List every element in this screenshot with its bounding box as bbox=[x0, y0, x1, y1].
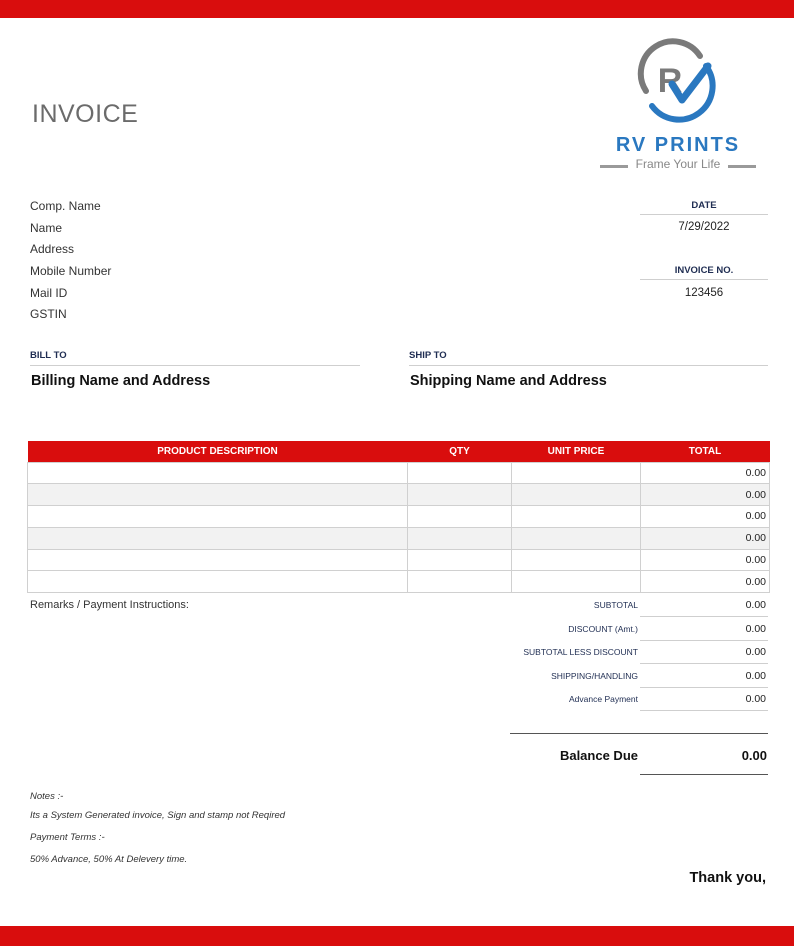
company-details bbox=[30, 198, 111, 328]
remarks-label: Remarks / Payment Instructions: bbox=[30, 599, 189, 611]
subtotal-less-discount-value: 0.00 bbox=[745, 646, 766, 658]
top-accent-bar bbox=[0, 0, 794, 18]
invoice-no-label: INVOICE NO. bbox=[640, 265, 768, 280]
unit-price-cell[interactable] bbox=[512, 527, 641, 549]
advance-payment-value: 0.00 bbox=[745, 693, 766, 705]
advance-payment-label: Advance Payment bbox=[569, 694, 638, 704]
table-row bbox=[28, 484, 770, 506]
qty-cell[interactable] bbox=[408, 527, 512, 549]
invoice-no-value: 123456 bbox=[684, 287, 724, 299]
company-logo bbox=[594, 38, 762, 178]
logo-emblem-icon bbox=[634, 38, 720, 124]
balance-due-label: Balance Due bbox=[559, 748, 638, 763]
total-cell: 0.00 bbox=[641, 484, 770, 506]
total-cell: 0.00 bbox=[641, 506, 770, 528]
mobile-line: Mobile Number bbox=[30, 264, 112, 279]
ship-to-value: Shipping Name and Address bbox=[410, 373, 607, 389]
summary-divider bbox=[640, 616, 768, 617]
mail-line: Mail ID bbox=[30, 285, 68, 300]
payment-terms-label: Payment Terms :- bbox=[30, 832, 105, 843]
table-row bbox=[28, 527, 770, 549]
company-name-line: Comp. Name bbox=[30, 199, 101, 213]
bill-to-label: BILL TO bbox=[30, 350, 360, 366]
table-header-row bbox=[28, 441, 770, 462]
total-cell: 0.00 bbox=[641, 462, 770, 484]
balance-underline bbox=[640, 774, 768, 775]
notes-label: Notes :- bbox=[30, 791, 64, 802]
description-cell[interactable] bbox=[28, 527, 408, 549]
discount-label: DISCOUNT (Amt.) bbox=[568, 624, 638, 634]
description-cell[interactable] bbox=[28, 462, 408, 484]
description-cell[interactable] bbox=[28, 549, 408, 571]
description-cell[interactable] bbox=[28, 571, 408, 593]
qty-cell[interactable] bbox=[408, 506, 512, 528]
summary-divider bbox=[640, 663, 768, 664]
summary-divider bbox=[640, 687, 768, 688]
qty-cell[interactable] bbox=[408, 484, 512, 506]
logo-tagline: Frame Your Life bbox=[635, 157, 721, 171]
col-header-total: TOTAL bbox=[641, 441, 770, 462]
tagline-rule-right bbox=[728, 165, 756, 168]
col-header-qty: QTY bbox=[408, 441, 512, 462]
date-label: DATE bbox=[640, 200, 768, 215]
table-row bbox=[28, 506, 770, 528]
notes-text: Its a System Generated invoice, Sign and stamp not Reqired bbox=[30, 810, 286, 821]
contact-name-line: Name bbox=[30, 220, 63, 235]
date-value: 7/29/2022 bbox=[678, 221, 730, 233]
closing-text: Thank you, bbox=[689, 870, 766, 886]
balance-due-value: 0.00 bbox=[741, 748, 767, 763]
description-cell[interactable] bbox=[28, 484, 408, 506]
unit-price-cell[interactable] bbox=[512, 571, 641, 593]
balance-rule bbox=[510, 733, 768, 734]
address-line: Address bbox=[30, 242, 75, 257]
payment-terms-text: 50% Advance, 50% At Delevery time. bbox=[30, 854, 188, 865]
page-title: INVOICE bbox=[32, 100, 139, 128]
qty-cell[interactable] bbox=[408, 549, 512, 571]
total-cell: 0.00 bbox=[641, 549, 770, 571]
unit-price-cell[interactable] bbox=[512, 506, 641, 528]
subtotal-label: SUBTOTAL bbox=[593, 600, 638, 610]
ship-to-label: SHIP TO bbox=[409, 350, 768, 366]
col-header-description: PRODUCT DESCRIPTION bbox=[28, 441, 408, 462]
unit-price-cell[interactable] bbox=[512, 484, 641, 506]
summary-divider bbox=[640, 640, 768, 641]
total-cell: 0.00 bbox=[641, 571, 770, 593]
unit-price-cell[interactable] bbox=[512, 462, 641, 484]
table-row bbox=[28, 549, 770, 571]
total-cell: 0.00 bbox=[641, 527, 770, 549]
qty-cell[interactable] bbox=[408, 462, 512, 484]
bottom-accent-bar bbox=[0, 926, 794, 946]
svg-text:R: R bbox=[657, 62, 683, 100]
qty-cell[interactable] bbox=[408, 571, 512, 593]
gstin-line: GSTIN bbox=[30, 307, 67, 322]
logo-brand-name: RV PRINTS bbox=[615, 134, 741, 156]
bill-to-value: Billing Name and Address bbox=[31, 373, 211, 389]
table-row bbox=[28, 462, 770, 484]
shipping-value: 0.00 bbox=[745, 670, 766, 682]
discount-value: 0.00 bbox=[745, 623, 766, 635]
subtotal-less-discount-label: SUBTOTAL LESS DISCOUNT bbox=[523, 647, 638, 657]
shipping-label: SHIPPING/HANDLING bbox=[551, 671, 638, 681]
summary-divider bbox=[640, 710, 768, 711]
subtotal-value: 0.00 bbox=[745, 599, 766, 611]
col-header-unit-price: UNIT PRICE bbox=[512, 441, 641, 462]
line-items-table bbox=[27, 441, 770, 593]
unit-price-cell[interactable] bbox=[512, 549, 641, 571]
description-cell[interactable] bbox=[28, 506, 408, 528]
table-row bbox=[28, 571, 770, 593]
